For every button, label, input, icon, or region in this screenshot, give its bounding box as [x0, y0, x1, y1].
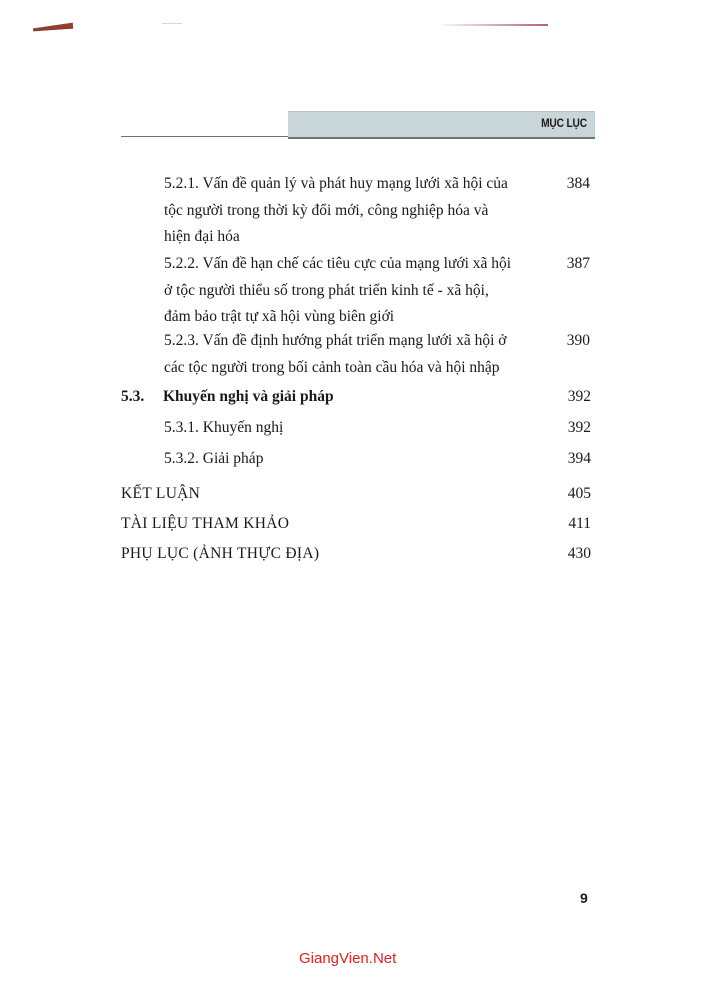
toc-entry-tai-lieu-tham-khao[interactable] — [121, 511, 591, 538]
toc-entry-line: hiện đại hóa — [164, 228, 240, 245]
toc-entry-5-2-1[interactable] — [164, 171, 590, 251]
toc-entry-title: TÀI LIỆU THAM KHẢO — [121, 515, 290, 532]
toc-entry-line: tộc người trong thời kỳ đổi mới, công nghiệp hóa và — [164, 201, 489, 219]
toc-page-number: 405 — [567, 485, 591, 502]
toc-entry-title: KẾT LUẬN — [121, 485, 201, 502]
toc-entry-line: các tộc người trong bối cảnh toàn cầu hóa và hội nhập — [164, 358, 500, 376]
toc-entry-title: 5.3.2. Giải pháp — [164, 450, 264, 467]
toc-page-number: 394 — [567, 450, 591, 467]
toc-page-number: 387 — [566, 255, 590, 272]
toc-entry-5-3-2[interactable] — [164, 446, 591, 473]
running-header-title: MỤC LỤC — [541, 116, 587, 130]
scan-artifact-top — [162, 23, 182, 24]
toc-entry-title: 5.3.1. Khuyến nghị — [164, 419, 284, 436]
toc-entry-ket-luan[interactable] — [121, 481, 591, 508]
toc-entry-title: PHỤ LỤC (ẢNH THỰC ĐỊA) — [121, 545, 320, 562]
toc-page-number: 384 — [566, 175, 590, 192]
toc-entry-5-2-2[interactable] — [164, 251, 590, 331]
toc-entry-5-3-1[interactable] — [164, 415, 591, 442]
toc-section-number: 5.3. — [121, 388, 145, 405]
toc-entry-line: 5.2.2. Vấn đề hạn chế các tiêu cực của mạng lưới xã hội — [164, 255, 512, 272]
watermark-link[interactable]: GiangVien.Net — [299, 950, 397, 967]
scan-artifact-left — [33, 23, 73, 32]
toc-page-number: 430 — [567, 545, 591, 562]
toc-entry-line: ở tộc người thiểu số trong phát triển kinh tế - xã hội, — [164, 281, 489, 299]
toc-page-number: 390 — [566, 332, 590, 349]
toc-entry-5-3[interactable] — [121, 384, 591, 411]
running-header — [288, 111, 595, 139]
page-number: 9 — [580, 890, 588, 906]
toc-entry-phu-luc[interactable] — [121, 541, 591, 568]
scan-artifact-right — [442, 24, 548, 26]
toc-page-number: 392 — [567, 419, 591, 436]
toc-entry-line: đảm bảo trật tự xã hội vùng biên giới — [164, 308, 395, 325]
toc-page-number: 392 — [567, 388, 591, 405]
toc-entry-line: 5.2.3. Vấn đề định hướng phát triển mạng lưới xã hội ở — [164, 332, 507, 349]
toc-entry-5-2-3[interactable] — [164, 328, 590, 381]
toc-entry-line: 5.2.1. Vấn đề quản lý và phát huy mạng lưới xã hội của — [164, 175, 508, 192]
toc-page-number: 411 — [568, 515, 591, 532]
toc-section-title: Khuyến nghị và giải pháp — [163, 388, 334, 405]
